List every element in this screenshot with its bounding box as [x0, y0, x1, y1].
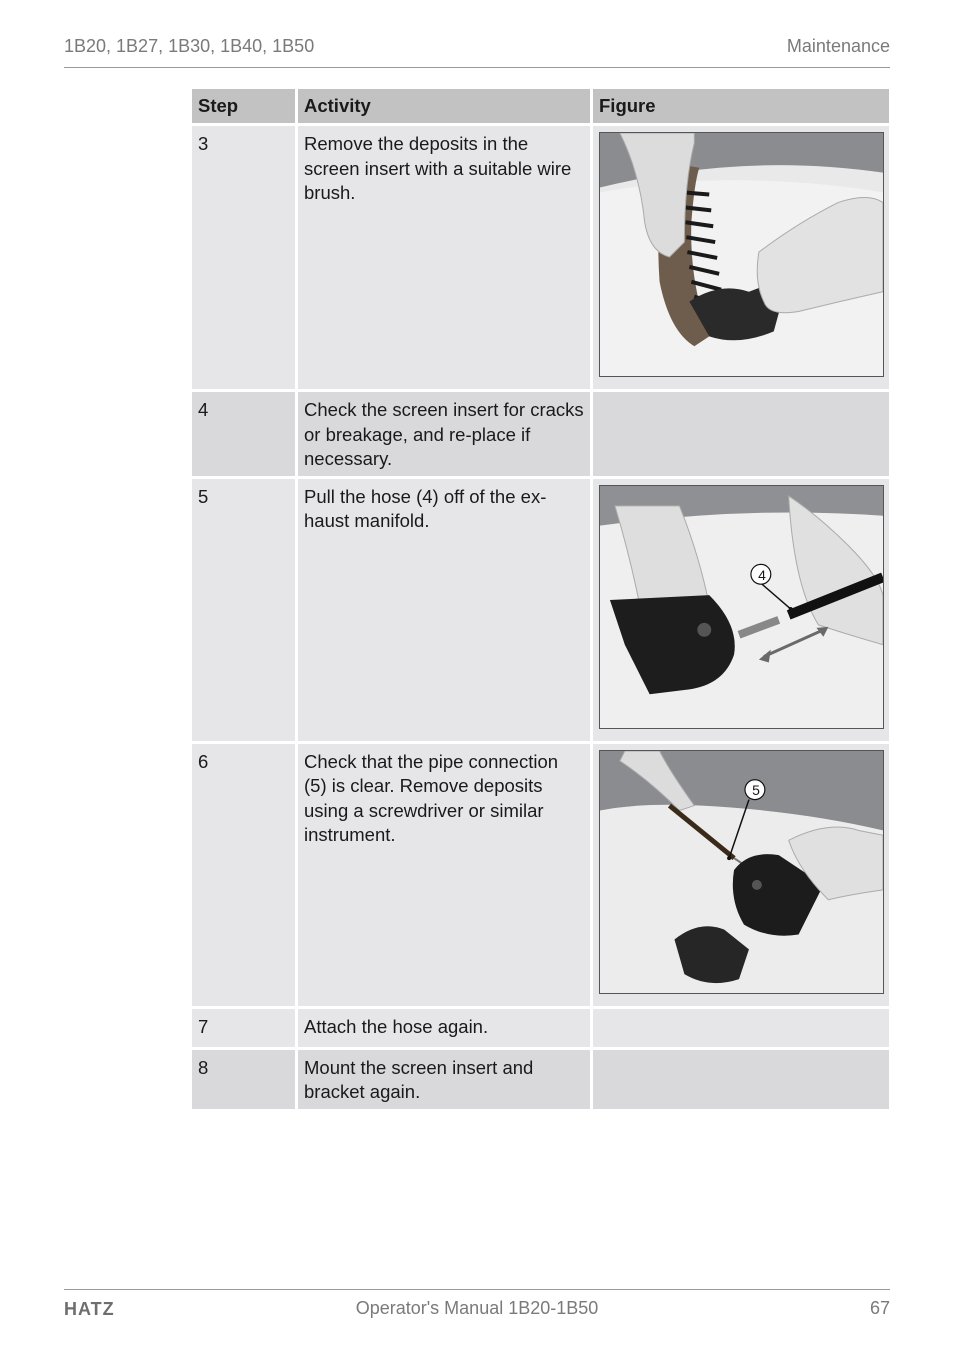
step-figure-cell: [593, 392, 889, 479]
column-header-activity: Activity: [298, 89, 593, 126]
brand-logo: HATZ: [64, 1299, 115, 1319]
table-row: [192, 126, 889, 392]
page-header: [64, 36, 890, 68]
step-activity: Mount the screen insert and bracket again.: [298, 1050, 593, 1112]
header-models: 1B20, 1B27, 1B30, 1B40, 1B50: [64, 36, 315, 56]
table-row: [192, 744, 889, 1009]
step-number: 8: [192, 1050, 298, 1112]
figure-brush-cleaning-photo: [599, 132, 884, 377]
table-row: [192, 1009, 889, 1050]
step-activity: Check the screen insert for cracks or breakage, and re-place if necessary.: [298, 392, 593, 479]
step-number: 7: [192, 1009, 298, 1050]
column-header-step: Step: [192, 89, 298, 126]
manual-title: Operator's Manual 1B20-1B50: [355, 1298, 599, 1318]
table-row: [192, 479, 889, 744]
step-activity: Check that the pipe connection (5) is clear. Remove deposits using a screwdriver or similar instrument.: [298, 744, 593, 1009]
step-number: 4: [192, 392, 298, 479]
table-header-row: [192, 89, 889, 126]
table-row: [192, 392, 889, 479]
page-number: 67: [869, 1298, 890, 1318]
step-activity: Pull the hose (4) off of the ex-haust manifold.: [298, 479, 593, 744]
step-figure-cell: [593, 1009, 889, 1050]
figure-pipe-connection-photo: [599, 750, 884, 994]
step-figure-cell: [593, 126, 889, 392]
step-figure-cell: [593, 1050, 889, 1112]
step-number: 3: [192, 126, 298, 392]
step-activity: Attach the hose again.: [298, 1009, 593, 1050]
header-section: Maintenance: [786, 36, 890, 56]
step-figure-cell: [593, 479, 889, 744]
table-row: [192, 1050, 889, 1112]
maintenance-steps-table: [192, 89, 889, 1112]
step-number: 6: [192, 744, 298, 1009]
step-activity: Remove the deposits in the screen insert with a suitable wire brush.: [298, 126, 593, 392]
step-number: 5: [192, 479, 298, 744]
figure-hose-removal-photo: [599, 485, 884, 729]
callout-label-pipe-connection: 5: [752, 781, 760, 798]
callout-label-hose: 4: [758, 566, 766, 583]
step-figure-cell: [593, 744, 889, 1009]
page-footer: [64, 1289, 890, 1325]
column-header-figure: Figure: [593, 89, 889, 126]
